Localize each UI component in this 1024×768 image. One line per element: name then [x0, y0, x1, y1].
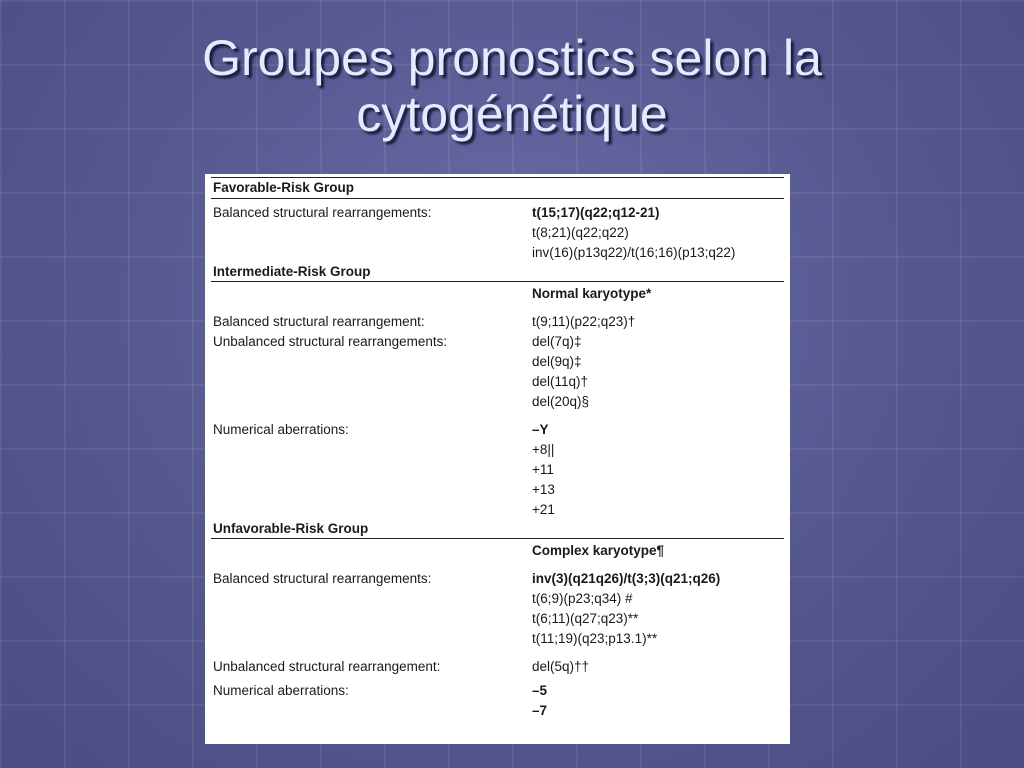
- table-row: [211, 681, 784, 721]
- row-label: Balanced structural rearrangements:: [213, 571, 432, 586]
- row-value: +13: [532, 482, 555, 497]
- row-label: Balanced structural rearrangements:: [213, 205, 432, 220]
- row-value: +8||: [532, 442, 555, 457]
- complex-karyotype: Complex karyotype¶: [532, 543, 665, 558]
- table-row: [211, 541, 784, 561]
- table-row: [211, 203, 784, 263]
- row-label: Unbalanced structural rearrangements:: [213, 334, 448, 349]
- row-value: del(11q)†: [532, 374, 589, 389]
- row-value: –7: [532, 703, 548, 718]
- row-label: Numerical aberrations:: [213, 683, 349, 698]
- slide-title-line-2: cytogénétique: [356, 86, 668, 142]
- row-value: +11: [532, 462, 554, 477]
- table-row: [211, 569, 784, 649]
- table-row: [211, 657, 784, 677]
- table-row: [211, 284, 784, 304]
- row-value: –Y: [532, 422, 549, 437]
- row-value: t(6;9)(p23;q34) #: [532, 591, 633, 606]
- row-value: del(9q)‡: [532, 354, 582, 369]
- intermediate-group-body: [211, 282, 784, 520]
- table-row: [211, 420, 784, 520]
- row-value: inv(16)(p13q22)/t(16;16)(p13;q22): [532, 245, 736, 260]
- row-value: del(20q)§: [532, 394, 590, 409]
- row-value: t(6;11)(q27;q23)**: [532, 611, 639, 626]
- row-value: t(15;17)(q22;q12-21): [532, 205, 660, 220]
- row-value: inv(3)(q21q26)/t(3;3)(q21;q26): [532, 571, 721, 586]
- risk-group-table: [205, 174, 790, 744]
- intermediate-group-header: Intermediate-Risk Group: [211, 263, 784, 282]
- favorable-group-header: Favorable-Risk Group: [211, 177, 784, 199]
- slide-title-line-1: Groupes pronostics selon la: [202, 30, 822, 86]
- row-label: Balanced structural rearrangement:: [213, 314, 425, 329]
- table-row: [211, 312, 784, 412]
- row-value: t(8;21)(q22;q22): [532, 225, 629, 240]
- unfavorable-group-header: Unfavorable-Risk Group: [211, 520, 784, 539]
- slide-title: [0, 30, 1024, 142]
- row-value: t(9;11)(p22;q23)†: [532, 314, 636, 329]
- row-value: +21: [532, 502, 555, 517]
- favorable-group-body: [211, 199, 784, 263]
- row-value: t(11;19)(q23;p13.1)**: [532, 631, 658, 646]
- row-label: Unbalanced structural rearrangement:: [213, 659, 441, 674]
- row-value: del(5q)††: [532, 659, 590, 674]
- row-value: –5: [532, 683, 548, 698]
- row-label: Numerical aberrations:: [213, 422, 349, 437]
- normal-karyotype: Normal karyotype*: [532, 286, 652, 301]
- unfavorable-group-body: [211, 539, 784, 721]
- row-value: del(7q)‡: [532, 334, 582, 349]
